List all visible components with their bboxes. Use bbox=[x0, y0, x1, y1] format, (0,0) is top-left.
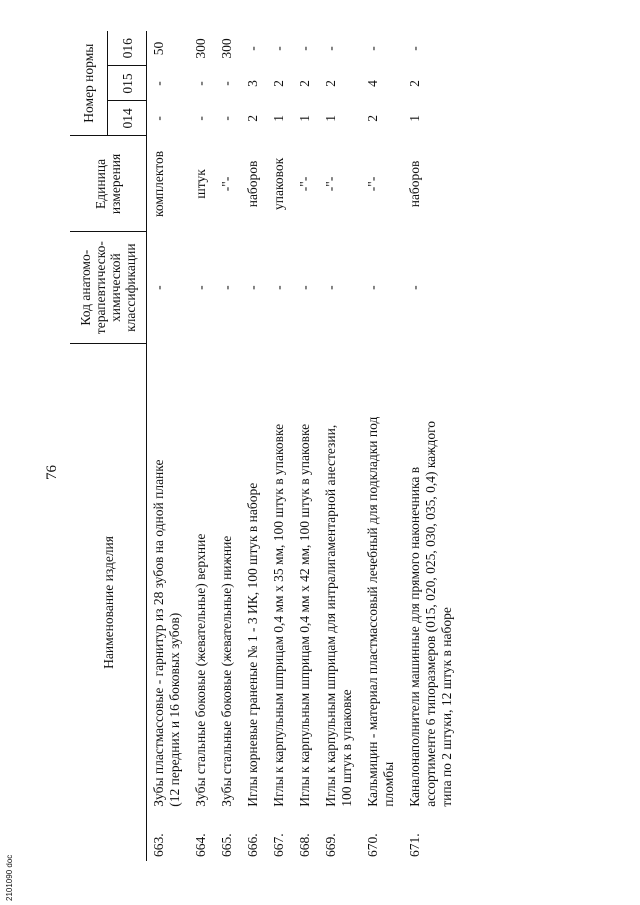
row-name-line: Иглы к карпульным шприцам 0,4 мм x 42 мм, 100 штук в упаковке bbox=[297, 423, 312, 807]
row-number: 663. bbox=[151, 833, 166, 857]
table-row bbox=[361, 31, 403, 861]
row-norm-016: - bbox=[245, 46, 260, 51]
row-atc-code: - bbox=[407, 285, 422, 290]
row-atc-code: - bbox=[151, 285, 166, 290]
row-name bbox=[293, 343, 319, 810]
row-number: 669. bbox=[323, 833, 338, 857]
row-name-line: Кальмицин - материал пластмассовый лечебный для подкладки под bbox=[365, 416, 380, 807]
row-norm-016: - bbox=[407, 46, 422, 51]
header-norm-group: Номер нормы bbox=[70, 31, 108, 136]
row-norm-014: 1 bbox=[323, 115, 338, 122]
page-number: 76 bbox=[44, 465, 60, 480]
table-row bbox=[293, 31, 319, 861]
header-norm-015: 015 bbox=[108, 66, 147, 101]
header-unit: Единица измерения bbox=[70, 136, 147, 232]
row-name-line: Зубы стальные боковые (жевательные) нижние bbox=[219, 535, 234, 807]
row-name-line: (12 передних и 16 боковых зубов) bbox=[167, 612, 182, 807]
row-name-line: Иглы корневые граненые № 1 - 3 ИК, 100 штук в наборе bbox=[245, 482, 260, 807]
row-name bbox=[361, 343, 403, 810]
row-norm-015: 2 bbox=[271, 80, 286, 87]
table-row bbox=[189, 31, 215, 861]
row-name-line: ассортименте 6 типоразмеров (015, 020, 025, 030, 035, 0,4) каждого bbox=[423, 420, 438, 807]
row-unit: наборов bbox=[245, 160, 260, 208]
row-number: 671. bbox=[407, 833, 422, 857]
table-row bbox=[319, 31, 361, 861]
row-name bbox=[403, 343, 461, 810]
row-norm-015: - bbox=[219, 81, 234, 86]
row-norm-015: 2 bbox=[297, 80, 312, 87]
row-atc-code: - bbox=[193, 285, 208, 290]
row-name bbox=[319, 343, 361, 810]
row-norm-014: 1 bbox=[271, 115, 286, 122]
row-unit: -"- bbox=[323, 176, 338, 192]
row-atc-code: - bbox=[271, 285, 286, 290]
table-row bbox=[147, 31, 190, 861]
row-norm-016: - bbox=[271, 46, 286, 51]
table-row bbox=[215, 31, 241, 861]
row-unit: -"- bbox=[219, 176, 234, 192]
row-norm-014: - bbox=[193, 116, 208, 121]
row-norm-014: 1 bbox=[297, 115, 312, 122]
row-atc-code: - bbox=[245, 285, 260, 290]
header-name: Наименование изделия bbox=[70, 343, 147, 861]
row-name-line: Зубы стальные боковые (жевательные) верхние bbox=[193, 533, 208, 807]
table-row bbox=[403, 31, 461, 861]
row-atc-code: - bbox=[219, 285, 234, 290]
row-norm-016: 50 bbox=[151, 41, 166, 56]
row-unit: штук bbox=[193, 169, 208, 199]
row-name bbox=[215, 343, 241, 810]
row-number: 665. bbox=[219, 833, 234, 857]
row-name bbox=[267, 343, 293, 810]
row-name bbox=[189, 343, 215, 810]
row-number: 664. bbox=[193, 833, 208, 857]
row-norm-016: - bbox=[365, 46, 380, 51]
row-norm-016: 300 bbox=[219, 38, 234, 59]
row-norm-014: 2 bbox=[365, 115, 380, 122]
row-norm-015: 2 bbox=[407, 80, 422, 87]
header-atc: Код анатомо- терапевтическо- химической классификации bbox=[70, 232, 147, 343]
row-norm-014: - bbox=[151, 116, 166, 121]
row-unit: -"- bbox=[297, 176, 312, 192]
row-norm-015: 3 bbox=[245, 80, 260, 87]
table-row bbox=[241, 31, 267, 861]
row-number: 666. bbox=[245, 833, 260, 857]
row-norm-015: - bbox=[193, 81, 208, 86]
row-unit: наборов bbox=[407, 160, 422, 208]
row-norm-014: - bbox=[219, 116, 234, 121]
header-norm-014: 014 bbox=[108, 101, 147, 136]
row-number: 667. bbox=[271, 833, 286, 857]
row-norm-014: 2 bbox=[245, 115, 260, 122]
row-name-line: Зубы пластмассовые - гарнитур из 28 зубов на одной планке bbox=[151, 459, 166, 807]
row-unit: -"- bbox=[365, 176, 380, 192]
row-unit: упаковок bbox=[271, 157, 286, 211]
norms-table bbox=[70, 31, 461, 861]
row-atc-code: - bbox=[365, 285, 380, 290]
row-norm-016: - bbox=[297, 46, 312, 51]
row-norm-016: 300 bbox=[193, 38, 208, 59]
row-name-line: Иглы к карпульным шприцам для интралигаментарной анестезии, bbox=[323, 424, 338, 807]
doc-footer-code: 2101090 doc bbox=[5, 854, 14, 901]
row-name-line: Каналонаполнители машинные для прямого наконечника в bbox=[407, 466, 422, 807]
row-name-line: типа по 2 штуки, 12 штук в наборе bbox=[439, 607, 454, 807]
table-row bbox=[267, 31, 293, 861]
row-name-line: 100 штук в упаковке bbox=[339, 689, 354, 807]
row-norm-015: - bbox=[151, 81, 166, 86]
row-norm-016: - bbox=[323, 46, 338, 51]
row-number: 668. bbox=[297, 833, 312, 857]
row-name bbox=[241, 343, 267, 810]
table-body bbox=[147, 31, 462, 861]
row-number: 670. bbox=[365, 833, 380, 857]
row-norm-015: 2 bbox=[323, 80, 338, 87]
row-atc-code: - bbox=[323, 285, 338, 290]
row-norm-014: 1 bbox=[407, 115, 422, 122]
row-norm-015: 4 bbox=[365, 80, 380, 87]
row-unit: комплектов bbox=[151, 150, 166, 217]
row-name bbox=[147, 343, 190, 810]
header-norm-016: 016 bbox=[108, 31, 147, 66]
row-atc-code: - bbox=[297, 285, 312, 290]
row-name-line: Иглы к карпульным шприцам 0,4 мм x 35 мм, 100 штук в упаковке bbox=[271, 423, 286, 807]
row-name-line: пломбы bbox=[381, 761, 396, 807]
